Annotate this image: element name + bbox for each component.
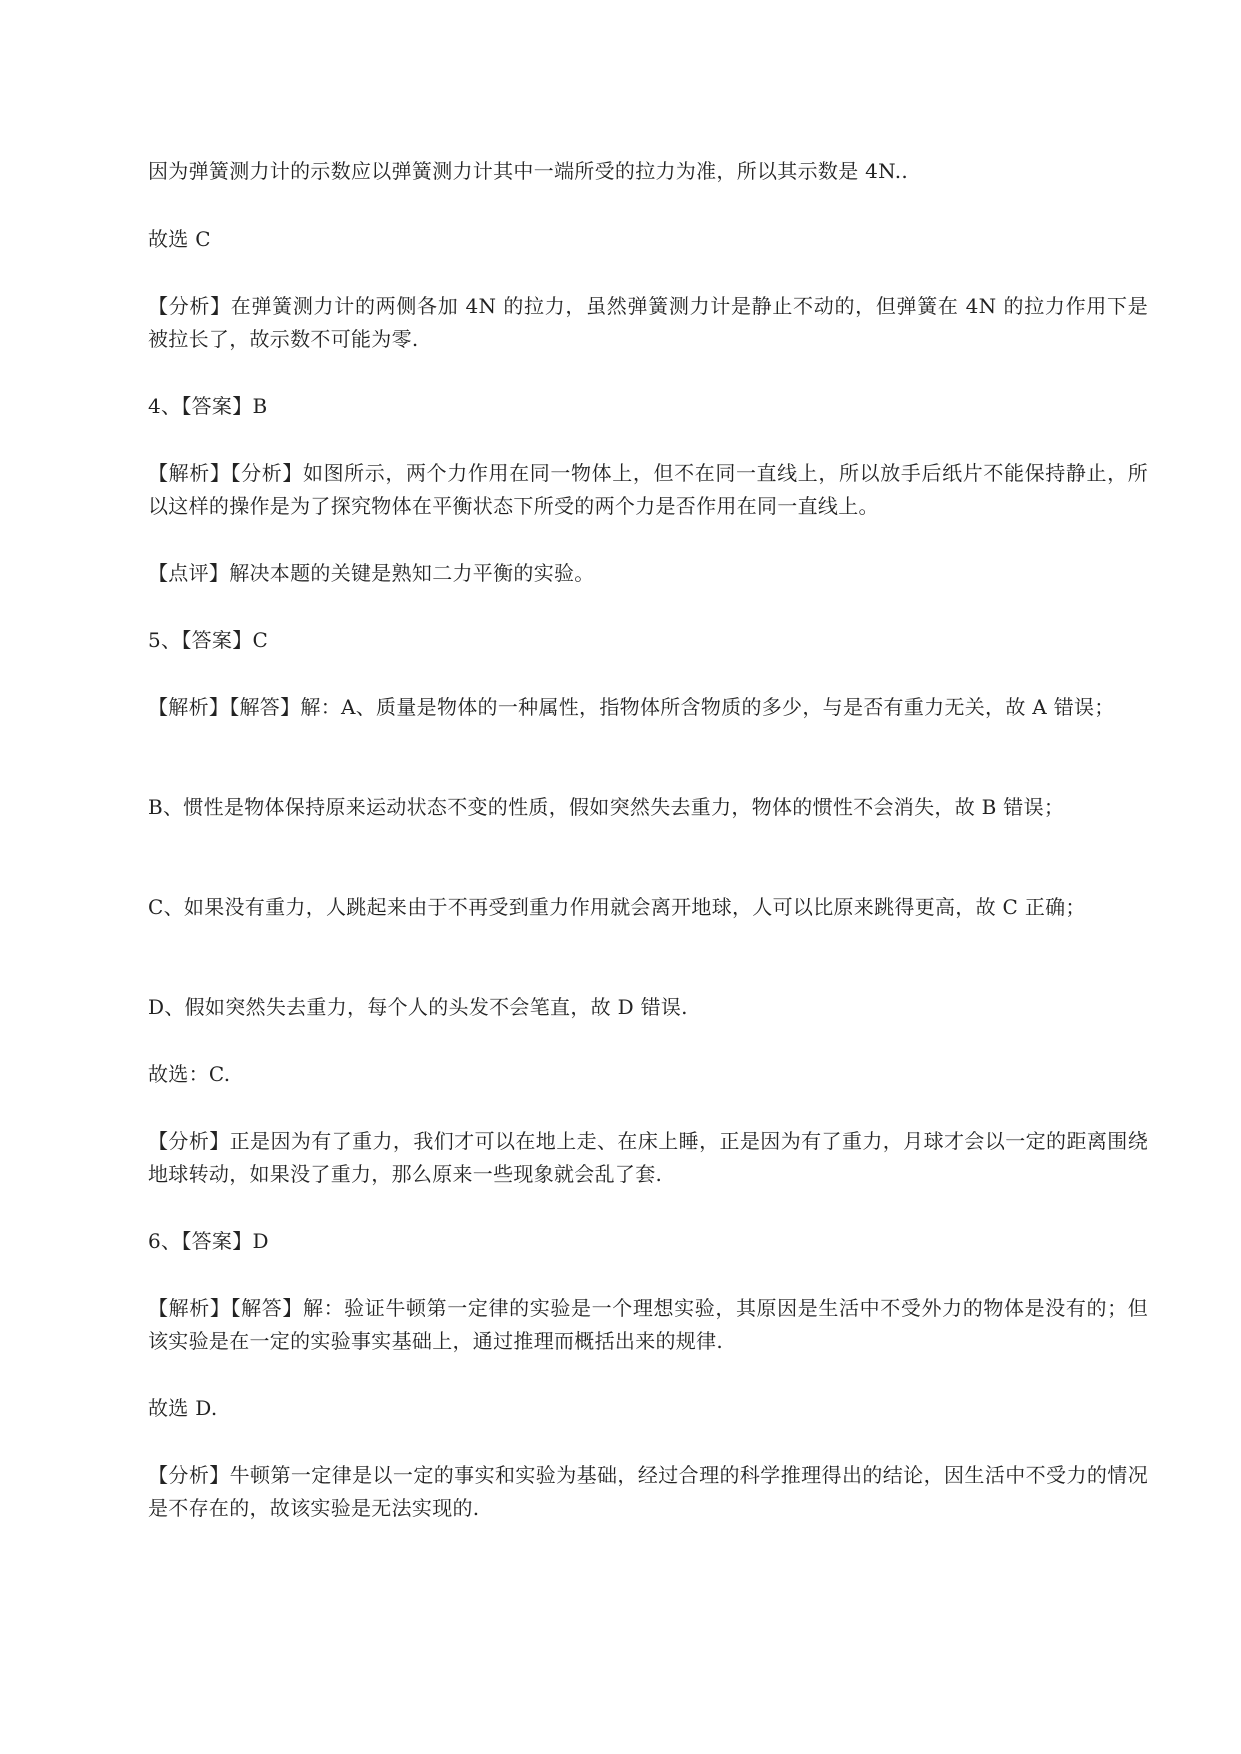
paragraph-q6-analysis: 【分析】牛顿第一定律是以一定的事实和实验为基础，经过合理的科学推理得出的结论，因生活中不受力的情况是不存在的，故该实验是无法实现的. bbox=[148, 1463, 1148, 1520]
paragraph-q5-answer: 5、【答案】C bbox=[148, 628, 269, 652]
paragraph-q5-option-b: B、惯性是物体保持原来运动状态不变的性质，假如突然失去重力，物体的惯性不会消失，故 B 错误； bbox=[148, 795, 1065, 819]
paragraph-q4-answer: 4、【答案】B bbox=[148, 394, 268, 418]
paragraph-q5-option-a: 【解析】【解答】解：A、质量是物体的一种属性，指物体所含物质的多少，与是否有重力无关，故 A 错误； bbox=[148, 695, 1115, 719]
paragraph-q6-answer: 6、【答案】D bbox=[148, 1229, 269, 1253]
paragraph-q5-option-d: D、假如突然失去重力，每个人的头发不会笔直，故 D 错误. bbox=[148, 995, 688, 1019]
paragraph-q5-option-c: C、如果没有重力，人跳起来由于不再受到重力作用就会离开地球，人可以比原来跳得更高，故 C 正确； bbox=[148, 895, 1086, 919]
paragraph-spring-scale-reading: 因为弹簧测力计的示数应以弹簧测力计其中一端所受的拉力为准，所以其示数是 4N.. bbox=[148, 159, 909, 183]
paragraph-q6-choice: 故选 D. bbox=[148, 1396, 218, 1420]
paragraph-q5-choice: 故选：C. bbox=[148, 1062, 231, 1086]
paragraph-q6-explanation: 【解析】【解答】解：验证牛顿第一定律的实验是一个理想实验，其原因是生活中不受外力的物体是没有的；但该实验是在一定的实验事实基础上，通过推理而概括出来的规律. bbox=[148, 1296, 1148, 1353]
document-page bbox=[148, 0, 1148, 1754]
paragraph-q5-analysis: 【分析】正是因为有了重力，我们才可以在地上走、在床上睡，正是因为有了重力，月球才会以一定的距离围绕地球转动，如果没了重力，那么原来一些现象就会乱了套. bbox=[148, 1129, 1148, 1186]
paragraph-answer-choice-c: 故选 C bbox=[148, 227, 211, 251]
paragraph-q4-explanation: 【解析】【分析】如图所示，两个力作用在同一物体上，但不在同一直线上，所以放手后纸片不能保持静止，所以这样的操作是为了探究物体在平衡状态下所受的两个力是否作用在同一直线上。 bbox=[148, 461, 1148, 518]
paragraph-analysis-spring: 【分析】在弹簧测力计的两侧各加 4N 的拉力，虽然弹簧测力计是静止不动的，但弹簧在 4N 的拉力作用下是被拉长了，故示数不可能为零. bbox=[148, 294, 1148, 351]
paragraph-q4-comment: 【点评】解决本题的关键是熟知二力平衡的实验。 bbox=[148, 561, 595, 585]
